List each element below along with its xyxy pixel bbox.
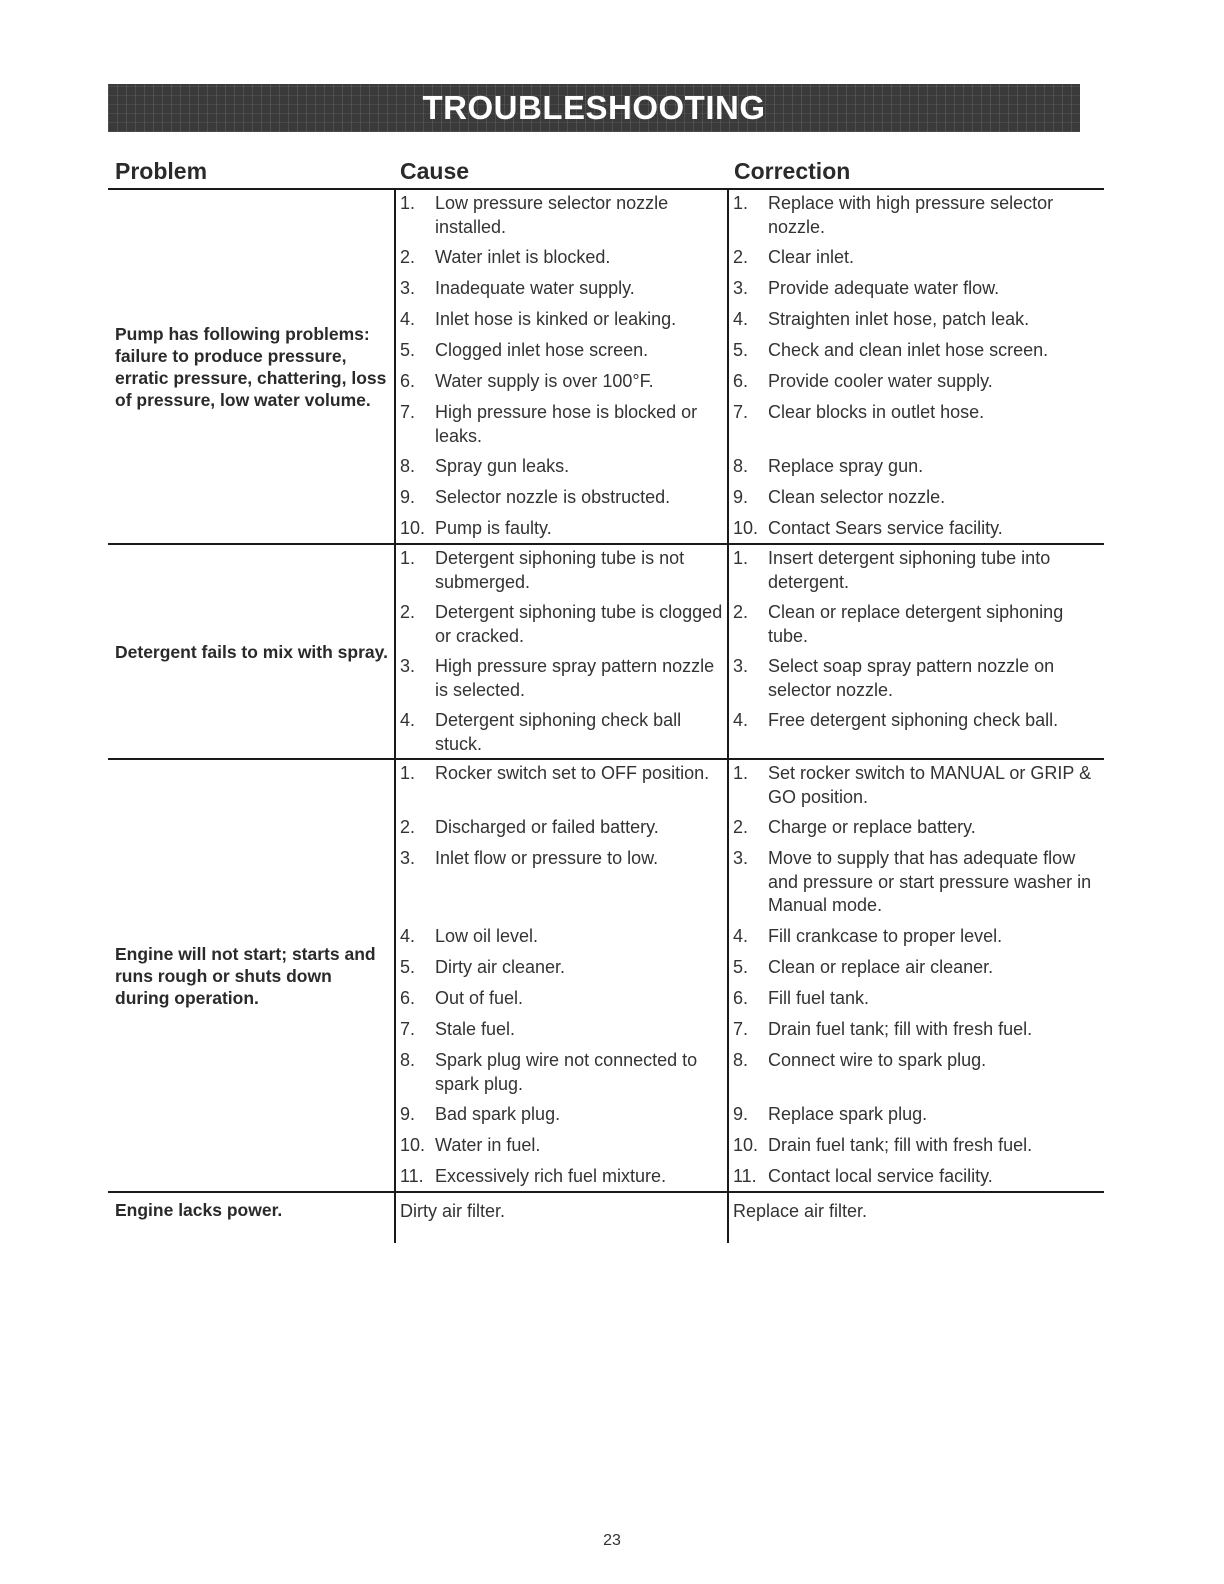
correction-item: 7. Drain fuel tank; fill with fresh fuel. [733,1019,1033,1039]
header-cause: Cause [400,158,470,184]
cause-item: 6. Out of fuel. [400,988,524,1008]
cause-item: 9. Bad spark plug. [400,1104,561,1124]
problem-text: Detergent fails to mix with spray. [115,641,388,662]
cause-item: 3. High pressure spray pattern nozzle is selected. [400,656,715,700]
correction-item: 4. Straighten inlet hose, patch leak. [733,309,1030,329]
cause-item: 6. Water supply is over 100°F. [400,371,654,391]
header-problem: Problem [115,158,208,184]
cause-item: 5. Dirty air cleaner. [400,957,566,977]
title-banner [108,84,1080,132]
correction-item: 6. Fill fuel tank. [733,988,870,1008]
correction-item: 4. Fill crankcase to proper level. [733,926,1003,946]
correction-item: 3. Move to supply that has adequate flow and pressure or start pressure washer in Manual mode. [733,848,1092,915]
correction-item: 3. Provide adequate water flow. [733,278,1000,298]
cause-item: 5. Clogged inlet hose screen. [400,340,649,360]
correction-item: 5. Check and clean inlet hose screen. [733,340,1049,360]
correction-item: 2. Clear inlet. [733,247,855,267]
cause-item: 3. Inlet flow or pressure to low. [400,848,659,868]
correction-item: 1. Insert detergent siphoning tube into detergent. [733,548,1051,592]
section-pump-problems [108,190,1104,545]
correction-list [727,545,1104,758]
cause-item: 2. Discharged or failed battery. [400,817,659,837]
correction-item: 7. Clear blocks in outlet hose. [733,402,985,422]
correction-item: 2. Charge or replace battery. [733,817,976,837]
cause-list [394,1193,727,1243]
cause-item: 7. High pressure hose is blocked or leaks. [400,402,698,446]
correction-list [727,1193,1104,1243]
correction-item: 4. Free detergent siphoning check ball. [733,710,1059,730]
cause-item: 3. Inadequate water supply. [400,278,635,298]
problem-text: Engine lacks power. [115,1200,283,1220]
page-number: 23 [603,1532,621,1549]
correction-item: 8. Connect wire to spark plug. [733,1050,987,1070]
cause-item: 1. Low pressure selector nozzle installed. [400,193,669,237]
correction-item: 2. Clean or replace detergent siphoning tube. [733,602,1064,646]
table-header [108,156,1104,190]
correction-item: 5. Clean or replace air cleaner. [733,957,994,977]
correction-item: 1. Replace with high pressure selector nozzle. [733,193,1054,237]
cause-item: 9. Selector nozzle is obstructed. [400,487,671,507]
cause-item: 1. Detergent siphoning tube is not submerged. [400,548,685,592]
section-engine-start [108,760,1104,1193]
correction-item: 6. Provide cooler water supply. [733,371,993,391]
cause-list [394,190,727,543]
cause-item: 10. Pump is faulty. [400,518,552,538]
cause-item: 4. Inlet hose is kinked or leaking. [400,309,677,329]
correction-item: 3. Select soap spray pattern nozzle on selector nozzle. [733,656,1055,700]
troubleshooting-table [108,156,1104,1243]
correction-item: 9. Replace spark plug. [733,1104,928,1124]
correction-list [727,190,1104,543]
problem-text: Pump has following problems: failure to produce pressure, erratic pressure, chattering, loss of pressure, low water volume. [115,323,387,410]
correction-text: Replace air filter. [733,1201,868,1221]
correction-list [727,760,1104,1191]
cause-item: 8. Spark plug wire not connected to spark plug. [400,1050,698,1094]
correction-item: 10. Contact Sears service facility. [733,518,1003,538]
cause-item: 7. Stale fuel. [400,1019,516,1039]
cause-item: 11. Excessively rich fuel mixture. [400,1166,667,1186]
cause-text: Dirty air filter. [400,1201,506,1221]
cause-item: 4. Detergent siphoning check ball stuck. [400,710,682,754]
cause-item: 2. Water inlet is blocked. [400,247,611,267]
section-engine-power [108,1193,1104,1243]
correction-item: 1. Set rocker switch to MANUAL or GRIP & GO position. [733,763,1092,807]
cause-item: 1. Rocker switch set to OFF position. [400,763,710,783]
cause-list [394,545,727,758]
cause-item: 10. Water in fuel. [400,1135,541,1155]
correction-item: 11. Contact local service facility. [733,1166,993,1186]
section-detergent [108,545,1104,760]
cause-list [394,760,727,1191]
header-correction: Correction [734,158,851,184]
correction-item: 8. Replace spray gun. [733,456,924,476]
problem-text: Engine will not start; starts and runs rough or shuts down during operation. [115,943,376,1008]
page-title: TROUBLESHOOTING [422,89,766,126]
cause-item: 2. Detergent siphoning tube is clogged or cracked. [400,602,723,646]
cause-item: 8. Spray gun leaks. [400,456,570,476]
cause-item: 4. Low oil level. [400,926,539,946]
correction-item: 10. Drain fuel tank; fill with fresh fuel. [733,1135,1033,1155]
correction-item: 9. Clean selector nozzle. [733,487,946,507]
